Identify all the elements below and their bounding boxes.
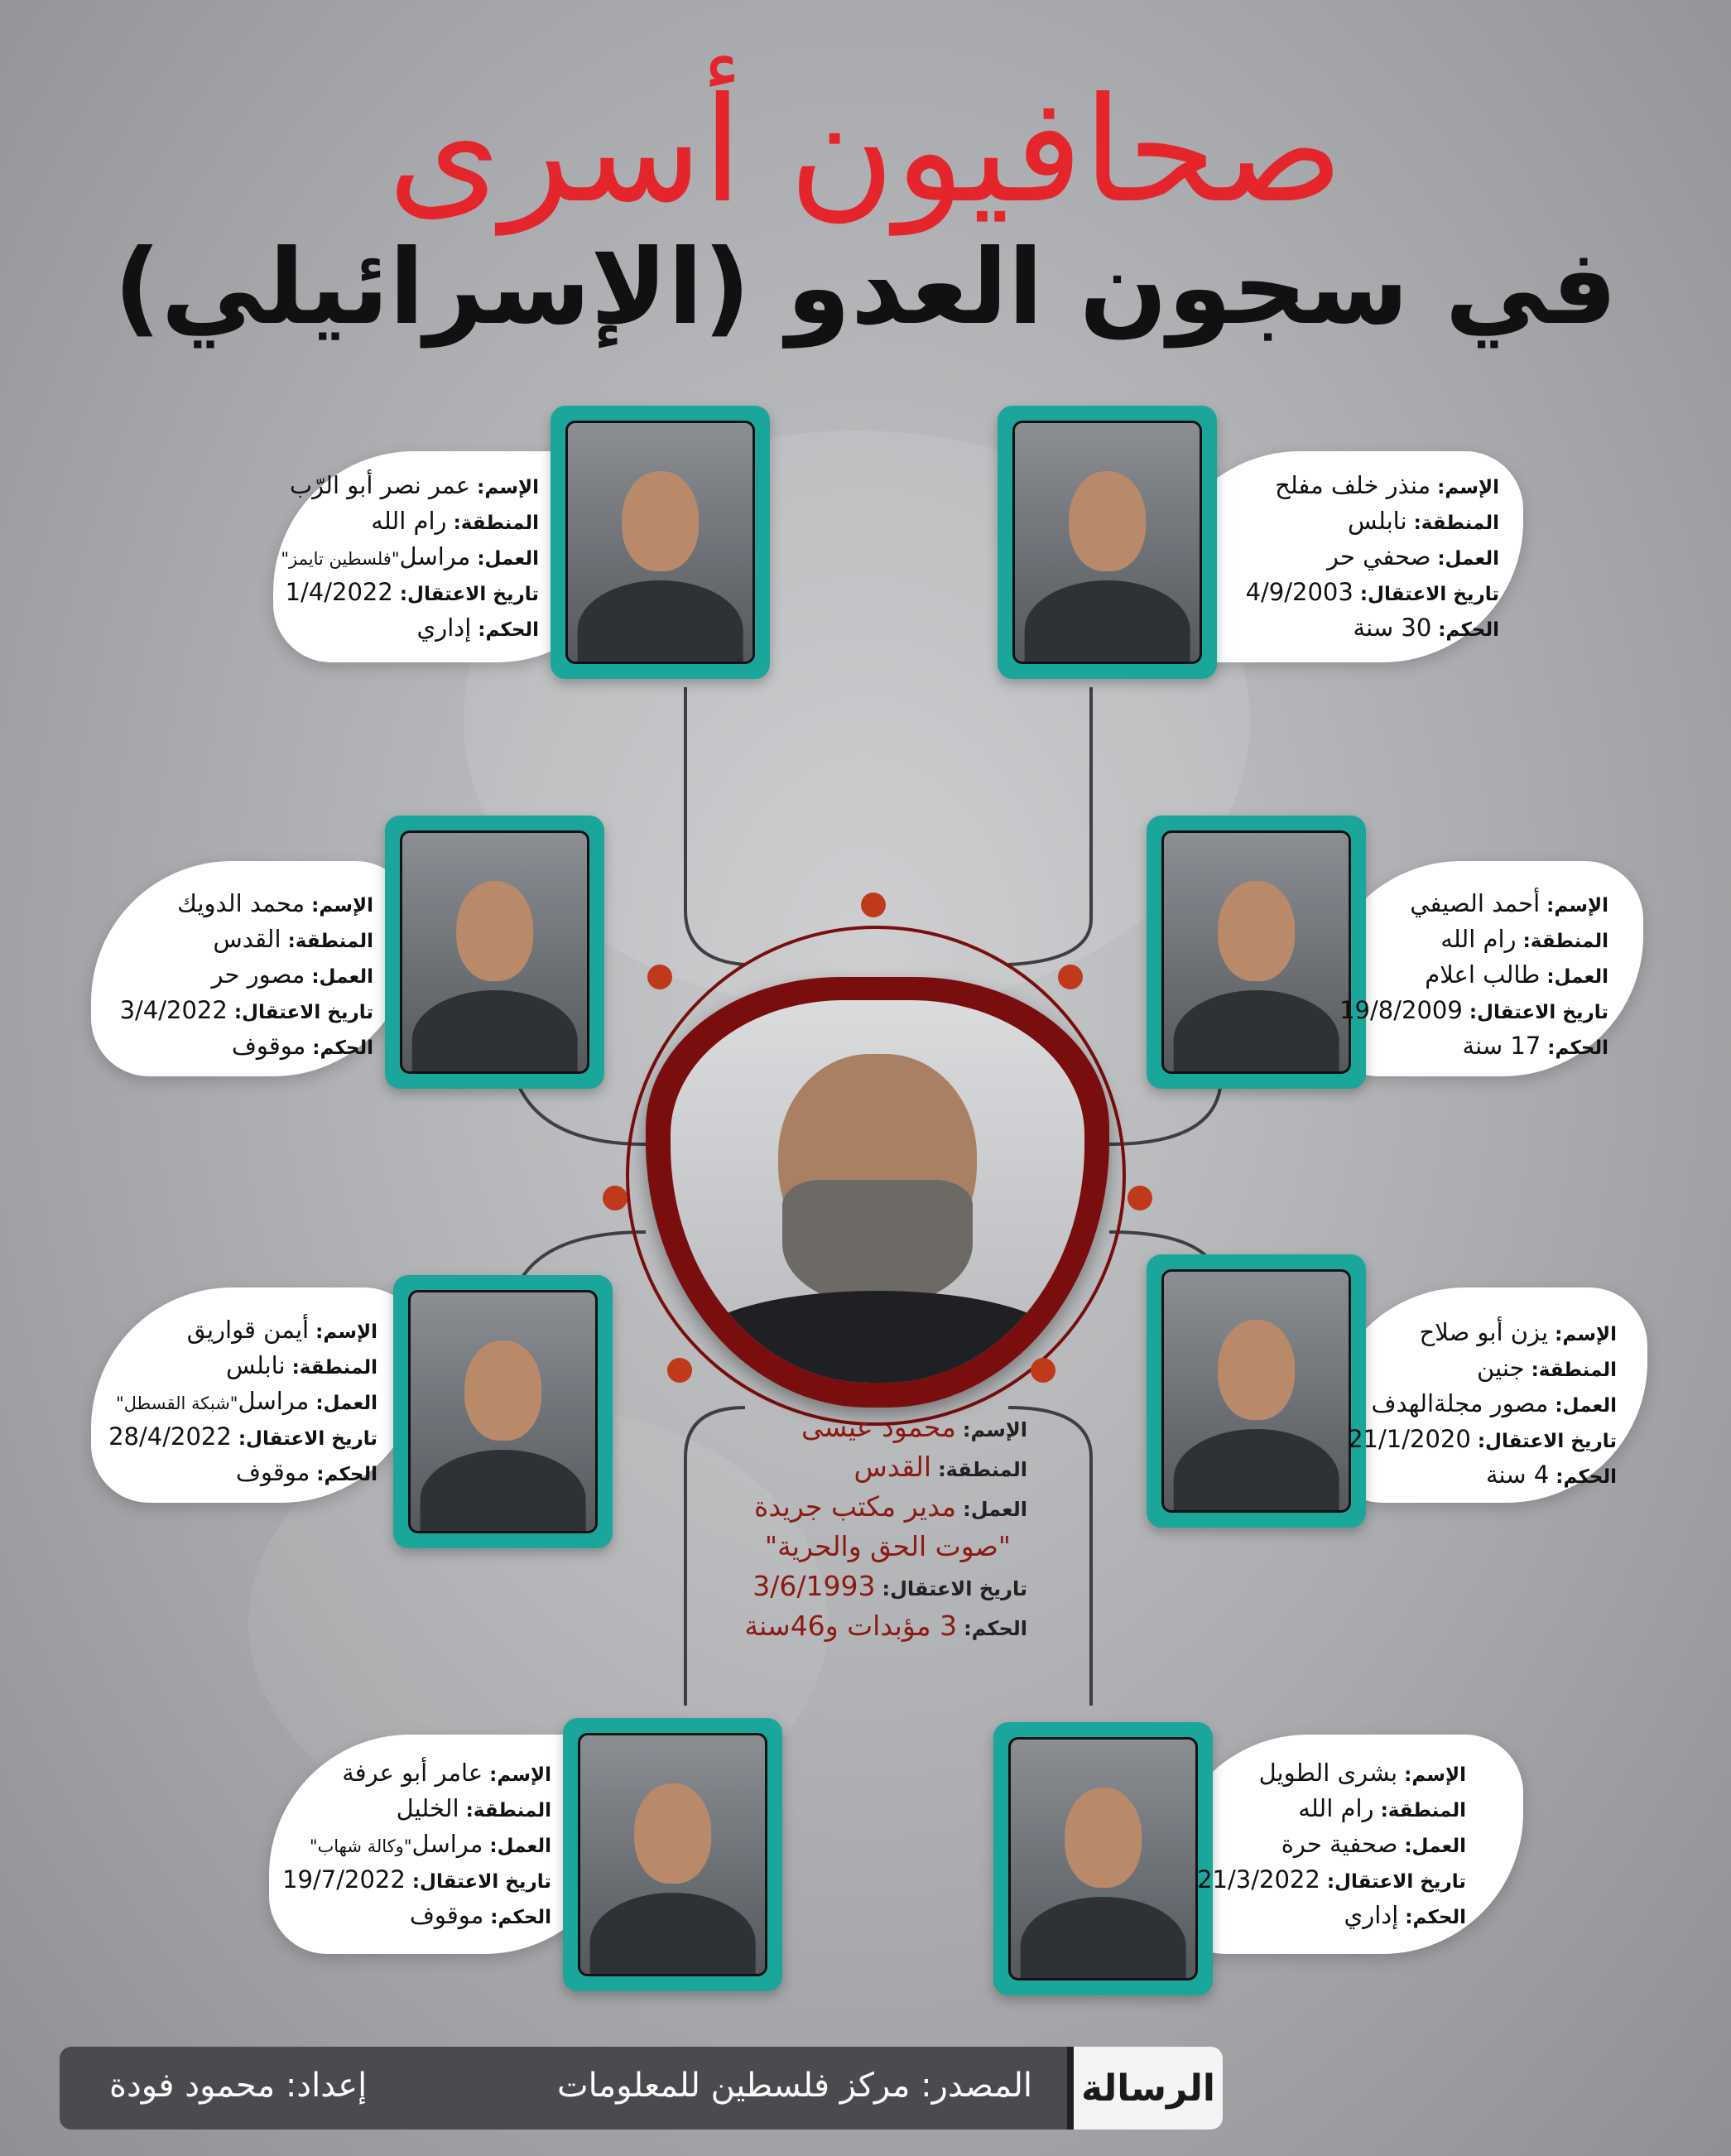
prisoner-info xyxy=(92,886,373,1064)
prisoner-job-main: مراسل xyxy=(399,542,471,570)
prisoner-sentence: إداري xyxy=(1344,1901,1399,1929)
job-label: العمل: xyxy=(963,1498,1027,1521)
job-label: العمل: xyxy=(477,548,539,570)
prisoner-arrest-date: 1/4/2022 xyxy=(285,578,393,606)
region-label: المنطقة: xyxy=(938,1458,1027,1481)
region-label: المنطقة: xyxy=(453,513,539,534)
name-label: الإسم: xyxy=(1437,477,1499,498)
job-label: العمل: xyxy=(311,966,373,988)
prisoner-arrest-date: 21/1/2020 xyxy=(1348,1425,1471,1453)
prisoner-region: رام الله xyxy=(371,507,447,535)
person-photo xyxy=(408,1290,598,1533)
prisoner-region: جنين xyxy=(1477,1354,1525,1382)
person-photo xyxy=(578,1733,767,1976)
sentence-label: الحكم: xyxy=(316,1464,377,1485)
prisoner-name: منذر خلف مفلح xyxy=(1275,471,1431,499)
prisoner-job-org: "فلسطين تايمز" xyxy=(281,549,400,569)
decor-dot xyxy=(1058,965,1083,989)
prisoner-name: عمر نصر أبو الرّب xyxy=(289,471,471,499)
region-label: المنطقة: xyxy=(291,1357,377,1379)
prisoner-name: يزن أبو صلاح xyxy=(1419,1318,1549,1346)
prisoner-region: نابلس xyxy=(226,1351,286,1379)
prisoner-photo-frame xyxy=(393,1275,613,1548)
name-label: الإسم: xyxy=(477,477,539,498)
sub-title: في سجون العدو (الإسرائيلي) xyxy=(113,228,1618,348)
sentence-label: الحكم: xyxy=(1547,1037,1608,1059)
arrest-date-label: تاريخ الاعتقال: xyxy=(1477,1431,1617,1452)
person-photo xyxy=(565,421,755,664)
prisoner-info xyxy=(208,468,539,646)
sentence-label: الحكم: xyxy=(1405,1907,1466,1928)
arrest-date-label: تاريخ الاعتقال: xyxy=(233,1002,373,1023)
prisoner-sentence: موقوف xyxy=(235,1458,310,1486)
sentence-label: الحكم: xyxy=(1555,1466,1617,1488)
job-label: العمل: xyxy=(1555,1395,1617,1417)
prepared-by-credit: إعداد: محمود فودة xyxy=(109,2067,368,2105)
featured-job-org: "صوت الحق والحرية" xyxy=(764,1530,1011,1562)
prisoner-name: بشرى الطويل xyxy=(1258,1759,1398,1787)
region-label: المنطقة: xyxy=(287,931,373,952)
prisoner-sentence: 30 سنة xyxy=(1353,614,1432,642)
prisoner-job: صحفي حر xyxy=(1327,542,1431,570)
job-label: العمل: xyxy=(1437,548,1499,570)
main-title: صحافيون أسرى xyxy=(387,67,1344,235)
prisoner-arrest-date: 19/7/2022 xyxy=(282,1865,406,1894)
featured-person-photo xyxy=(671,1000,1084,1383)
decor-dot xyxy=(1031,1358,1055,1383)
featured-job: مدير مكتب جريدة xyxy=(754,1490,957,1523)
prisoner-job-main: مراسل xyxy=(238,1387,310,1415)
prisoner-sentence: موقوف xyxy=(409,1901,484,1929)
prisoner-job-org: "وكالة شهاب" xyxy=(309,1836,412,1856)
prisoner-name: عامر أبو عرفة xyxy=(342,1759,483,1787)
arrest-date-label: تاريخ الاعتقال: xyxy=(1326,1871,1466,1893)
prisoner-sentence: موقوف xyxy=(231,1032,306,1060)
region-label: المنطقة: xyxy=(1380,1800,1466,1822)
prisoner-photo-frame xyxy=(563,1718,782,1991)
prisoner-region: رام الله xyxy=(1298,1794,1374,1822)
prisoner-job-main: مراسل xyxy=(411,1830,483,1858)
prisoner-info xyxy=(88,1312,377,1490)
arrest-date-label: تاريخ الاعتقال: xyxy=(882,1577,1027,1600)
prisoner-region: الخليل xyxy=(396,1794,459,1822)
featured-prisoner-info xyxy=(638,1408,1027,1646)
job-label: العمل: xyxy=(1546,966,1608,988)
featured-sentence: 3 مؤبدات و46سنة xyxy=(744,1610,958,1642)
prisoner-job: مصور حر xyxy=(211,960,305,989)
person-photo xyxy=(400,830,589,1074)
featured-arrest-date: 3/6/1993 xyxy=(753,1570,876,1602)
decor-dot xyxy=(861,893,886,917)
arrest-date-label: تاريخ الاعتقال: xyxy=(238,1428,377,1450)
arrest-date-label: تاريخ الاعتقال: xyxy=(1359,584,1499,605)
featured-name: محمود عيسى xyxy=(801,1411,956,1443)
sentence-label: الحكم: xyxy=(478,619,539,641)
prisoner-name: أحمد الصيفي xyxy=(1410,889,1541,917)
job-label: العمل: xyxy=(1404,1836,1466,1857)
footer-separator xyxy=(1067,2047,1074,2130)
prisoner-sentence: 17 سنة xyxy=(1462,1032,1541,1060)
name-label: الإسم: xyxy=(315,1321,377,1343)
region-label: المنطقة: xyxy=(1522,931,1608,952)
job-label: العمل: xyxy=(315,1393,377,1414)
logo-text: الرسالة xyxy=(1081,2067,1215,2110)
prisoner-job: مصور مجلةالهدف xyxy=(1371,1389,1549,1417)
newspaper-logo xyxy=(1074,2047,1223,2130)
prisoner-arrest-date: 4/9/2003 xyxy=(1245,578,1354,606)
source-credit: المصدر: مركز فلسطين للمعلومات xyxy=(556,2067,1032,2105)
decor-dot xyxy=(667,1358,692,1383)
arrest-date-label: تاريخ الاعتقال: xyxy=(399,584,539,605)
prisoner-job: صحفية حرة xyxy=(1281,1830,1398,1858)
prisoner-info xyxy=(1168,468,1499,646)
sentence-label: الحكم: xyxy=(490,1907,551,1928)
name-label: الإسم: xyxy=(489,1764,551,1786)
featured-region: القدس xyxy=(853,1451,932,1483)
name-label: الإسم: xyxy=(1546,895,1608,917)
name-label: الإسم: xyxy=(311,895,373,917)
sentence-label: الحكم: xyxy=(1438,619,1499,641)
prisoner-job: طالب اعلام xyxy=(1425,960,1541,989)
sentence-label: الحكم: xyxy=(964,1617,1027,1640)
name-label: الإسم: xyxy=(1555,1324,1617,1345)
prisoner-arrest-date: 21/3/2022 xyxy=(1197,1865,1320,1894)
prisoner-sentence: 4 سنة xyxy=(1486,1461,1550,1489)
prisoner-arrest-date: 28/4/2022 xyxy=(108,1422,232,1451)
prisoner-name: محمد الدويك xyxy=(177,889,305,917)
name-label: الإسم: xyxy=(962,1418,1027,1441)
region-label: المنطقة: xyxy=(465,1800,551,1822)
prisoner-arrest-date: 19/8/2009 xyxy=(1339,996,1463,1024)
prisoner-info xyxy=(1319,886,1608,1064)
name-label: الإسم: xyxy=(1404,1764,1466,1786)
region-label: المنطقة: xyxy=(1531,1360,1617,1381)
prisoner-region: رام الله xyxy=(1440,925,1517,953)
prisoner-job-org: "شبكة القسطل" xyxy=(115,1393,238,1413)
prisoner-info xyxy=(245,1755,551,1933)
prisoner-info xyxy=(1319,1315,1617,1493)
footer-bar xyxy=(60,2047,1223,2130)
prisoner-region: نابلس xyxy=(1348,507,1407,535)
arrest-date-label: تاريخ الاعتقال: xyxy=(411,1871,551,1893)
region-label: المنطقة: xyxy=(1413,513,1499,534)
prisoner-region: القدس xyxy=(213,925,281,953)
prisoner-arrest-date: 3/4/2022 xyxy=(119,996,228,1024)
decor-dot xyxy=(1128,1186,1152,1210)
decor-dot xyxy=(603,1186,627,1210)
arrest-date-label: تاريخ الاعتقال: xyxy=(1469,1002,1608,1023)
job-label: العمل: xyxy=(489,1836,551,1857)
prisoner-info xyxy=(1160,1755,1466,1933)
prisoner-sentence: إداري xyxy=(416,614,472,642)
prisoner-photo-frame xyxy=(385,816,604,1089)
featured-prisoner-photo-frame xyxy=(646,977,1109,1408)
decor-dot xyxy=(647,965,672,989)
sentence-label: الحكم: xyxy=(312,1037,373,1059)
prisoner-name: أيمن قواريق xyxy=(186,1316,310,1344)
prisoner-photo-frame xyxy=(551,406,770,679)
